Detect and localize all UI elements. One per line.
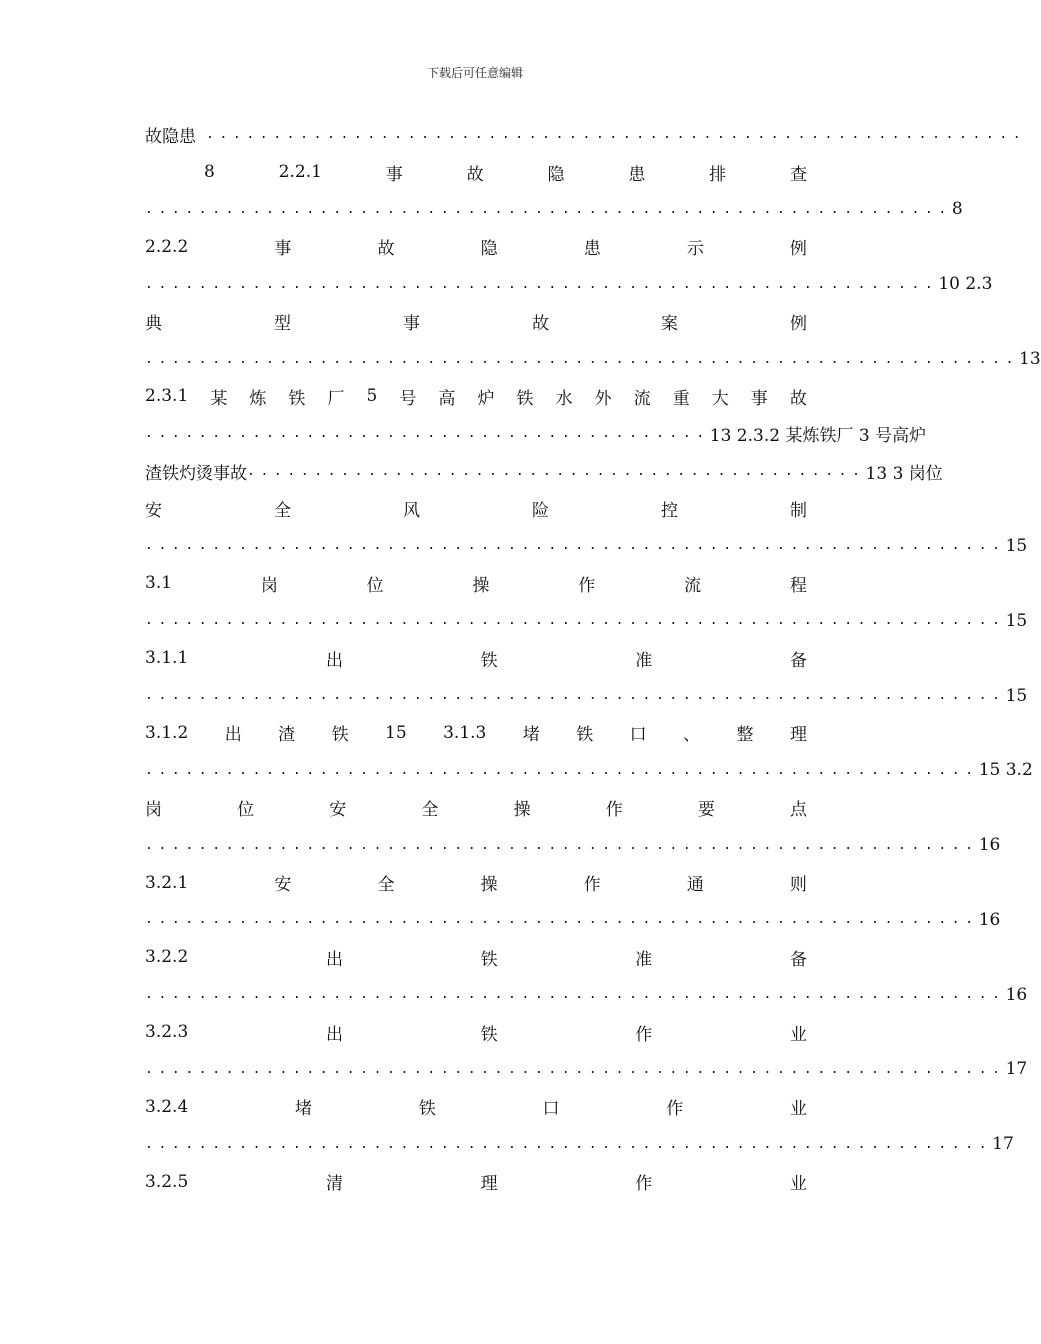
toc-line (145, 1088, 807, 1125)
toc-text: 安 (329, 800, 347, 821)
toc-text: 患 (628, 164, 646, 185)
toc-text: 备 (789, 949, 807, 970)
toc-text: 出 (325, 949, 343, 970)
toc-text: 排 (709, 164, 727, 185)
toc-text: 铁 (331, 725, 349, 746)
toc-text: 位 (366, 575, 384, 596)
toc-text: 15 (1005, 535, 1028, 556)
toc-text: 事 (385, 164, 403, 185)
toc-line (145, 116, 1027, 153)
toc-text: 3.1.1 (145, 648, 189, 669)
toc-text: 2.2.2 (145, 236, 189, 257)
toc-line (145, 752, 1033, 789)
toc-text: 口 (542, 1099, 560, 1120)
toc-text: 号 (399, 388, 417, 409)
toc-line (145, 266, 993, 303)
toc-text: 型 (274, 314, 291, 335)
toc-text: 铁 (418, 1099, 436, 1120)
toc-text: 厂 (327, 388, 345, 409)
toc-line (145, 939, 807, 976)
toc-line (145, 602, 1028, 639)
toc-text: 2.3.1 (145, 386, 189, 407)
toc-text: 业 (789, 1174, 807, 1195)
toc-leader-dots: ............................................................. (206, 127, 1027, 143)
toc-text: 17 (1005, 1059, 1028, 1080)
toc-text: 控 (661, 501, 678, 522)
toc-text: 大 (711, 388, 729, 409)
toc-text: 点 (789, 800, 807, 821)
toc-text: 隐 (547, 164, 565, 185)
toc-text: 渣铁灼烫事故 (145, 463, 247, 484)
toc-text: 17 (992, 1134, 1014, 1155)
toc-text: 3.2.1 (145, 872, 189, 893)
toc-text: 出 (325, 650, 343, 671)
toc-text: 铁 (480, 949, 498, 970)
toc-text: 理 (789, 725, 807, 746)
toc-line (145, 378, 807, 415)
toc-text: 业 (789, 1024, 807, 1045)
toc-leader-dots: ................................................................ (145, 1061, 1006, 1077)
toc-text: 事 (750, 388, 768, 409)
toc-text: 渣 (278, 725, 296, 746)
toc-text: 位 (237, 800, 255, 821)
toc-text: 作 (666, 1099, 684, 1120)
toc-text: 堵 (522, 725, 540, 746)
toc-text: 13 3 岗位 (865, 463, 943, 484)
toc-text: 16 (1005, 984, 1028, 1005)
toc-text: 风 (403, 501, 420, 522)
toc-text: 铁 (576, 725, 594, 746)
toc-text: 13 (1019, 349, 1041, 370)
toc-line (145, 789, 807, 826)
toc-text: 、 (683, 725, 701, 746)
toc-text: 清 (325, 1174, 343, 1195)
toc-text: 3.1 (145, 573, 173, 594)
toc-text: 8 (951, 199, 963, 220)
toc-text: 故 (377, 239, 395, 260)
toc-line (145, 639, 807, 676)
toc-text: 外 (594, 388, 612, 409)
toc-text: 15 (385, 722, 407, 743)
toc-text: 故隐患 (145, 127, 196, 148)
toc-leader-dots: .............................................................. (145, 912, 979, 928)
toc-text: 10 2.3 (938, 274, 993, 295)
toc-text: 故 (466, 164, 484, 185)
toc-text: 例 (790, 314, 807, 335)
toc-text: 8 (204, 162, 215, 183)
toc-line (145, 901, 1001, 938)
toc-text: 示 (686, 239, 704, 260)
toc-text: 铁 (480, 1024, 498, 1045)
toc-text: 流 (684, 575, 702, 596)
toc-text: 程 (789, 575, 807, 596)
toc-text: 全 (377, 875, 395, 895)
toc-line (145, 976, 1028, 1013)
toc-text: 水 (555, 388, 573, 409)
toc-line (145, 677, 1028, 714)
toc-leader-dots: .............................................. (247, 463, 866, 479)
toc-text: 流 (633, 388, 651, 409)
toc-line (145, 1163, 807, 1200)
toc-text: 作 (635, 1024, 653, 1045)
toc-leader-dots: ................................................................ (145, 613, 1006, 629)
toc-text: 故 (789, 388, 807, 409)
toc-text: 作 (635, 1174, 653, 1195)
toc-line (145, 565, 807, 602)
toc-leader-dots: ................................................................ (145, 538, 1006, 554)
toc-line (145, 340, 1041, 377)
toc-leader-dots: ............................................................ (145, 201, 952, 217)
toc-line (145, 153, 807, 190)
toc-text: 故 (532, 314, 549, 335)
toc-leader-dots: .............................................................. (145, 762, 979, 778)
toc-text: 炼 (249, 388, 267, 409)
toc-text: 16 (978, 909, 1001, 930)
toc-text: 安 (145, 501, 162, 522)
toc-line (145, 826, 1001, 863)
toc-leader-dots: ................................................................ (145, 987, 1006, 1003)
toc-text: 15 (1005, 685, 1028, 706)
toc-text: 业 (789, 1099, 807, 1120)
toc-leader-dots: ................................................................ (145, 688, 1006, 704)
toc-text: 全 (421, 800, 439, 821)
toc-text: 岗 (260, 575, 278, 596)
toc-text: 作 (578, 575, 596, 596)
toc-line (145, 714, 807, 751)
toc-text: 患 (583, 239, 601, 260)
toc-text: 3.2.5 (145, 1171, 189, 1192)
toc-text: 事 (403, 314, 420, 335)
toc-text: 操 (513, 800, 531, 821)
toc-text: 口 (629, 725, 647, 746)
toc-text: 岗 (145, 800, 162, 821)
toc-line (145, 1013, 807, 1050)
toc-text: 16 (978, 835, 1001, 856)
toc-text: 2.2.1 (278, 162, 322, 183)
toc-leader-dots: ............................................................... (145, 1136, 993, 1152)
toc-leader-dots: .............................................................. (145, 837, 979, 853)
toc-text: 制 (790, 501, 807, 522)
toc-leader-dots: .......................................... (145, 426, 710, 442)
toc-text: 整 (736, 725, 754, 746)
toc-text: 事 (274, 239, 292, 260)
toc-text: 通 (686, 875, 704, 895)
toc-text: 险 (532, 501, 549, 522)
toc-text: 作 (583, 875, 601, 895)
toc-text: 要 (697, 800, 715, 821)
toc-text: 铁 (288, 388, 306, 409)
toc-line (145, 527, 1028, 564)
toc-text: 操 (472, 575, 490, 596)
toc-text: 3.1.3 (443, 722, 487, 743)
toc-leader-dots: ........................................................... (145, 276, 939, 292)
toc-leader-dots: ................................................................. (145, 351, 1020, 367)
toc-text: 5 (366, 386, 378, 407)
toc-text: 13 2.3.2 某炼铁厂 3 号高炉 (709, 426, 927, 447)
toc-text: 出 (224, 725, 242, 746)
toc-text: 安 (274, 875, 292, 895)
toc-text: 3.2.3 (145, 1022, 189, 1043)
toc-text: 案 (661, 314, 678, 335)
toc-text: 15 3.2 (978, 760, 1033, 781)
toc-line (145, 303, 807, 340)
toc-text: 准 (635, 650, 653, 671)
toc-line (145, 191, 963, 228)
toc-text: 典 (145, 314, 162, 335)
toc-text: 铁 (516, 388, 534, 409)
toc-line (145, 1051, 1028, 1088)
toc-text: 作 (605, 800, 623, 821)
toc-text: 铁 (480, 650, 498, 671)
toc-line (145, 864, 807, 901)
toc-line (145, 1126, 1014, 1163)
toc-text: 全 (274, 501, 291, 522)
toc-line (145, 228, 807, 265)
toc-text: 查 (790, 164, 807, 185)
toc-line (145, 415, 927, 452)
toc-text: 准 (635, 949, 653, 970)
toc-text: 3.1.2 (145, 722, 189, 743)
toc-text: 操 (480, 875, 498, 895)
toc-text: 重 (672, 388, 690, 409)
toc-text: 出 (325, 1024, 343, 1045)
toc-text: 隐 (480, 239, 498, 260)
toc-text: 3.2.4 (145, 1096, 189, 1117)
toc-text: 某 (210, 388, 228, 409)
toc-line (145, 453, 943, 490)
toc-line (145, 490, 807, 527)
toc-text: 堵 (295, 1099, 312, 1120)
toc-text: 炉 (477, 388, 495, 409)
page-header: 下载后可任意编辑 (426, 66, 523, 80)
toc-text: 高 (438, 388, 456, 409)
toc-text: 例 (789, 239, 807, 260)
toc-text: 备 (789, 650, 807, 671)
toc-text: 理 (480, 1174, 498, 1195)
toc-text: 15 (1005, 610, 1028, 631)
toc-text: 则 (789, 875, 807, 895)
table-of-contents (145, 116, 1041, 1200)
toc-text: 3.2.2 (145, 947, 189, 968)
